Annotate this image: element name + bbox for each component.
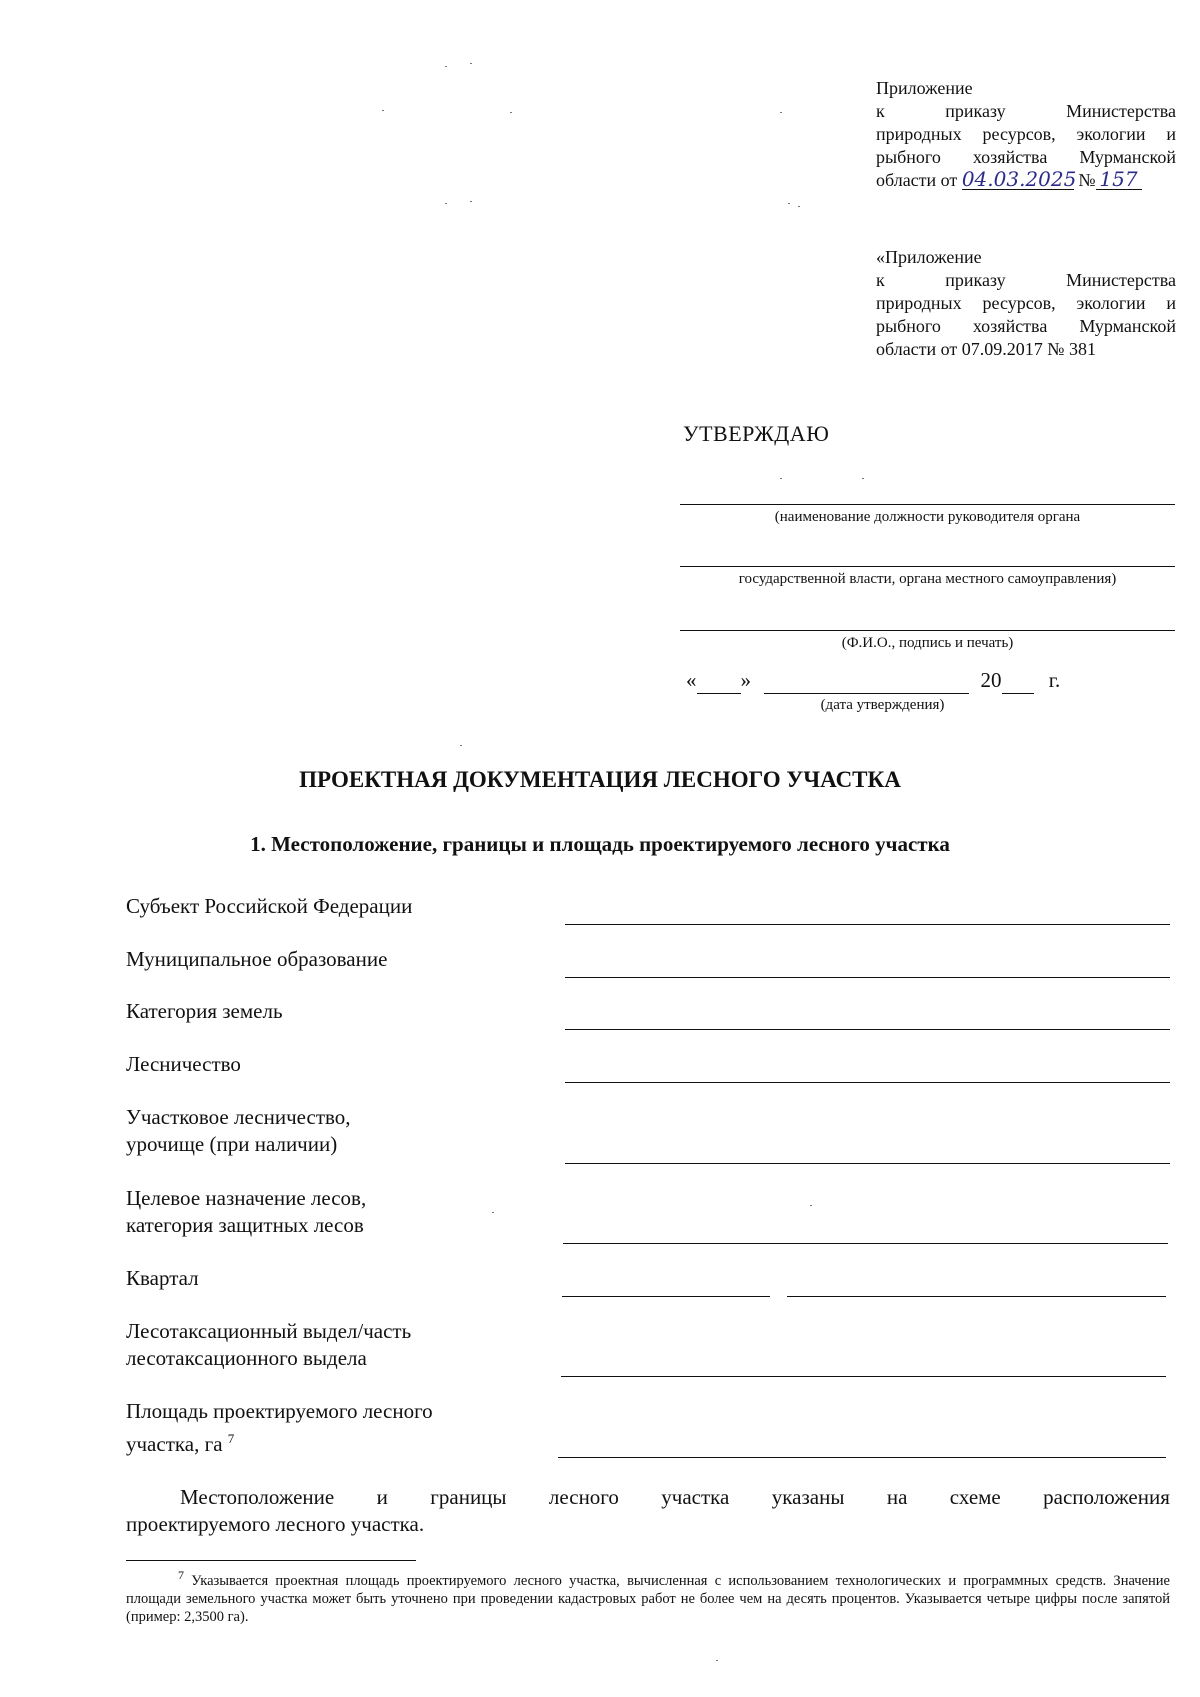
footnote-marker: 7 xyxy=(178,1568,184,1582)
word: Министерства xyxy=(1066,101,1176,121)
document-title: ПРОЕКТНАЯ ДОКУМЕНТАЦИЯ ЛЕСНОГО УЧАСТКА xyxy=(299,767,901,792)
footnote-text: Указывается проектная площадь проектируемого лесного участка, вычисленная с использованием технологических и программных средств. Значение площади земельного участка может быть уточнено при проведении кадастровых работ не более чем на десять процентов. Указывается четыре цифры после запятой (пример: 2,3500 га). xyxy=(126,1572,1170,1625)
field-line-area[interactable] xyxy=(558,1457,1166,1458)
appendix-header xyxy=(876,77,1176,192)
original-appendix-line3 xyxy=(876,292,1176,315)
field-label-district-forestry xyxy=(126,1104,351,1158)
scan-speck xyxy=(780,478,782,479)
original-appendix-header xyxy=(876,246,1176,361)
day-blank xyxy=(697,668,741,694)
scan-speck xyxy=(798,206,800,207)
paragraph-line1 xyxy=(126,1484,1170,1511)
word: границы xyxy=(430,1485,507,1509)
field-label-line: Целевое назначение лесов, xyxy=(126,1186,367,1210)
field-label-line xyxy=(126,1425,433,1458)
word: на xyxy=(886,1485,908,1509)
field-label-line: лесотаксационного выдела xyxy=(126,1346,367,1370)
word: рыбного xyxy=(876,316,941,336)
original-appendix-line5: области от 07.09.2017 № 381 xyxy=(876,339,1096,359)
scan-speck xyxy=(716,1660,718,1661)
field-line-taxation-unit[interactable] xyxy=(561,1376,1166,1377)
appendix-header-line2 xyxy=(876,100,1176,123)
field-label-municipality: Муниципальное образование xyxy=(126,947,388,971)
word: экологии xyxy=(1076,293,1146,313)
word: расположения xyxy=(1043,1485,1170,1509)
field-line-municipality[interactable] xyxy=(565,977,1170,978)
word: Местоположение xyxy=(180,1485,335,1509)
approval-caption-authority: государственной власти, органа местного самоуправления) xyxy=(738,571,1117,587)
footnote xyxy=(126,1566,1170,1626)
footnote-reference: 7 xyxy=(227,1431,235,1446)
scan-speck xyxy=(382,110,384,111)
word: и xyxy=(1166,293,1176,313)
field-label-forestry: Лесничество xyxy=(126,1052,241,1076)
field-line-land-category[interactable] xyxy=(565,1029,1170,1030)
word: лесного xyxy=(548,1485,619,1509)
word: к xyxy=(876,270,885,290)
scan-speck xyxy=(862,478,864,479)
word: рыбного xyxy=(876,147,941,167)
scan-speck xyxy=(492,1212,494,1213)
field-label-area xyxy=(126,1398,433,1458)
scan-speck xyxy=(788,203,790,204)
approval-title: УТВЕРЖДАЮ xyxy=(683,421,830,446)
field-line-subject[interactable] xyxy=(565,924,1170,925)
word: хозяйства xyxy=(972,316,1048,336)
word: Мурманской xyxy=(1079,316,1176,336)
approval-caption-date: (дата утверждения) xyxy=(820,697,945,713)
word: указаны xyxy=(771,1485,845,1509)
year-prefix: 20 xyxy=(980,668,1002,692)
word: Министерства xyxy=(1066,270,1176,290)
field-line-quarter-right[interactable] xyxy=(787,1296,1166,1297)
signature-line-3 xyxy=(680,630,1175,631)
scan-speck xyxy=(780,112,782,113)
field-label-text: участка, га xyxy=(126,1432,223,1456)
field-label-line: категория защитных лесов xyxy=(126,1213,364,1237)
field-label-line: урочище (при наличии) xyxy=(126,1132,338,1156)
scan-speck xyxy=(810,1205,812,1206)
appendix-header-line5 xyxy=(876,169,1176,192)
area-prefix: области от xyxy=(876,170,958,190)
word: экологии xyxy=(1076,124,1146,144)
word: к xyxy=(876,101,885,121)
location-paragraph xyxy=(126,1484,1170,1538)
word: участка xyxy=(661,1485,730,1509)
original-appendix-line4 xyxy=(876,315,1176,338)
scan-speck xyxy=(445,203,447,204)
field-label-line: Лесотаксационный выдел/часть xyxy=(126,1319,412,1343)
approval-date-line xyxy=(686,668,1060,694)
approval-caption-name: (Ф.И.О., подпись и печать) xyxy=(841,635,1014,651)
word: и xyxy=(1166,124,1176,144)
scan-speck xyxy=(460,745,462,746)
scan-speck xyxy=(470,63,472,64)
date-open-quote: « xyxy=(686,668,697,692)
field-label-quarter: Квартал xyxy=(126,1266,199,1290)
word: ресурсов, xyxy=(982,124,1056,144)
field-line-forest-purpose[interactable] xyxy=(563,1243,1168,1244)
field-line-quarter-left[interactable] xyxy=(562,1296,770,1297)
scan-speck xyxy=(510,112,512,113)
word: ресурсов, xyxy=(982,293,1056,313)
word: хозяйства xyxy=(972,147,1048,167)
original-appendix-line1: «Приложение xyxy=(876,247,982,267)
field-label-subject: Субъект Российской Федерации xyxy=(126,894,413,918)
appendix-header-line3 xyxy=(876,123,1176,146)
word: приказу xyxy=(945,101,1006,121)
paragraph-line2: проектируемого лесного участка. xyxy=(126,1512,425,1536)
word: схеме xyxy=(949,1485,1001,1509)
word: Мурманской xyxy=(1079,147,1176,167)
appendix-header-line1: Приложение xyxy=(876,78,973,98)
word: приказу xyxy=(945,270,1006,290)
handwritten-number: 157 xyxy=(1096,169,1142,190)
date-close-quote: » xyxy=(740,668,751,692)
appendix-header-line4 xyxy=(876,146,1176,169)
field-label-land-category: Категория земель xyxy=(126,999,283,1023)
original-appendix-line2 xyxy=(876,269,1176,292)
section-1-title: 1. Местоположение, границы и площадь проектируемого лесного участка xyxy=(250,832,950,856)
scan-speck xyxy=(445,66,447,67)
signature-line-1 xyxy=(680,504,1175,505)
word: и xyxy=(376,1485,388,1509)
signature-line-2 xyxy=(680,566,1175,567)
field-label-taxation-unit xyxy=(126,1318,411,1372)
field-label-forest-purpose xyxy=(126,1185,366,1239)
field-label-line: Площадь проектируемого лесного xyxy=(126,1399,433,1423)
field-line-district-forestry[interactable] xyxy=(565,1163,1170,1164)
approval-caption-position: (наименование должности руководителя органа xyxy=(774,509,1081,525)
handwritten-date: 04.03.2025 xyxy=(961,167,1077,191)
month-blank xyxy=(764,668,969,694)
year-blank xyxy=(1002,668,1034,694)
number-sign: № xyxy=(1078,170,1096,190)
word: природных xyxy=(876,293,962,313)
scan-speck xyxy=(470,201,472,202)
footnote-separator xyxy=(126,1560,416,1561)
field-label-line: Участковое лесничество, xyxy=(126,1105,351,1129)
word: природных xyxy=(876,124,962,144)
field-line-forestry[interactable] xyxy=(565,1082,1170,1083)
year-suffix: г. xyxy=(1048,668,1061,692)
